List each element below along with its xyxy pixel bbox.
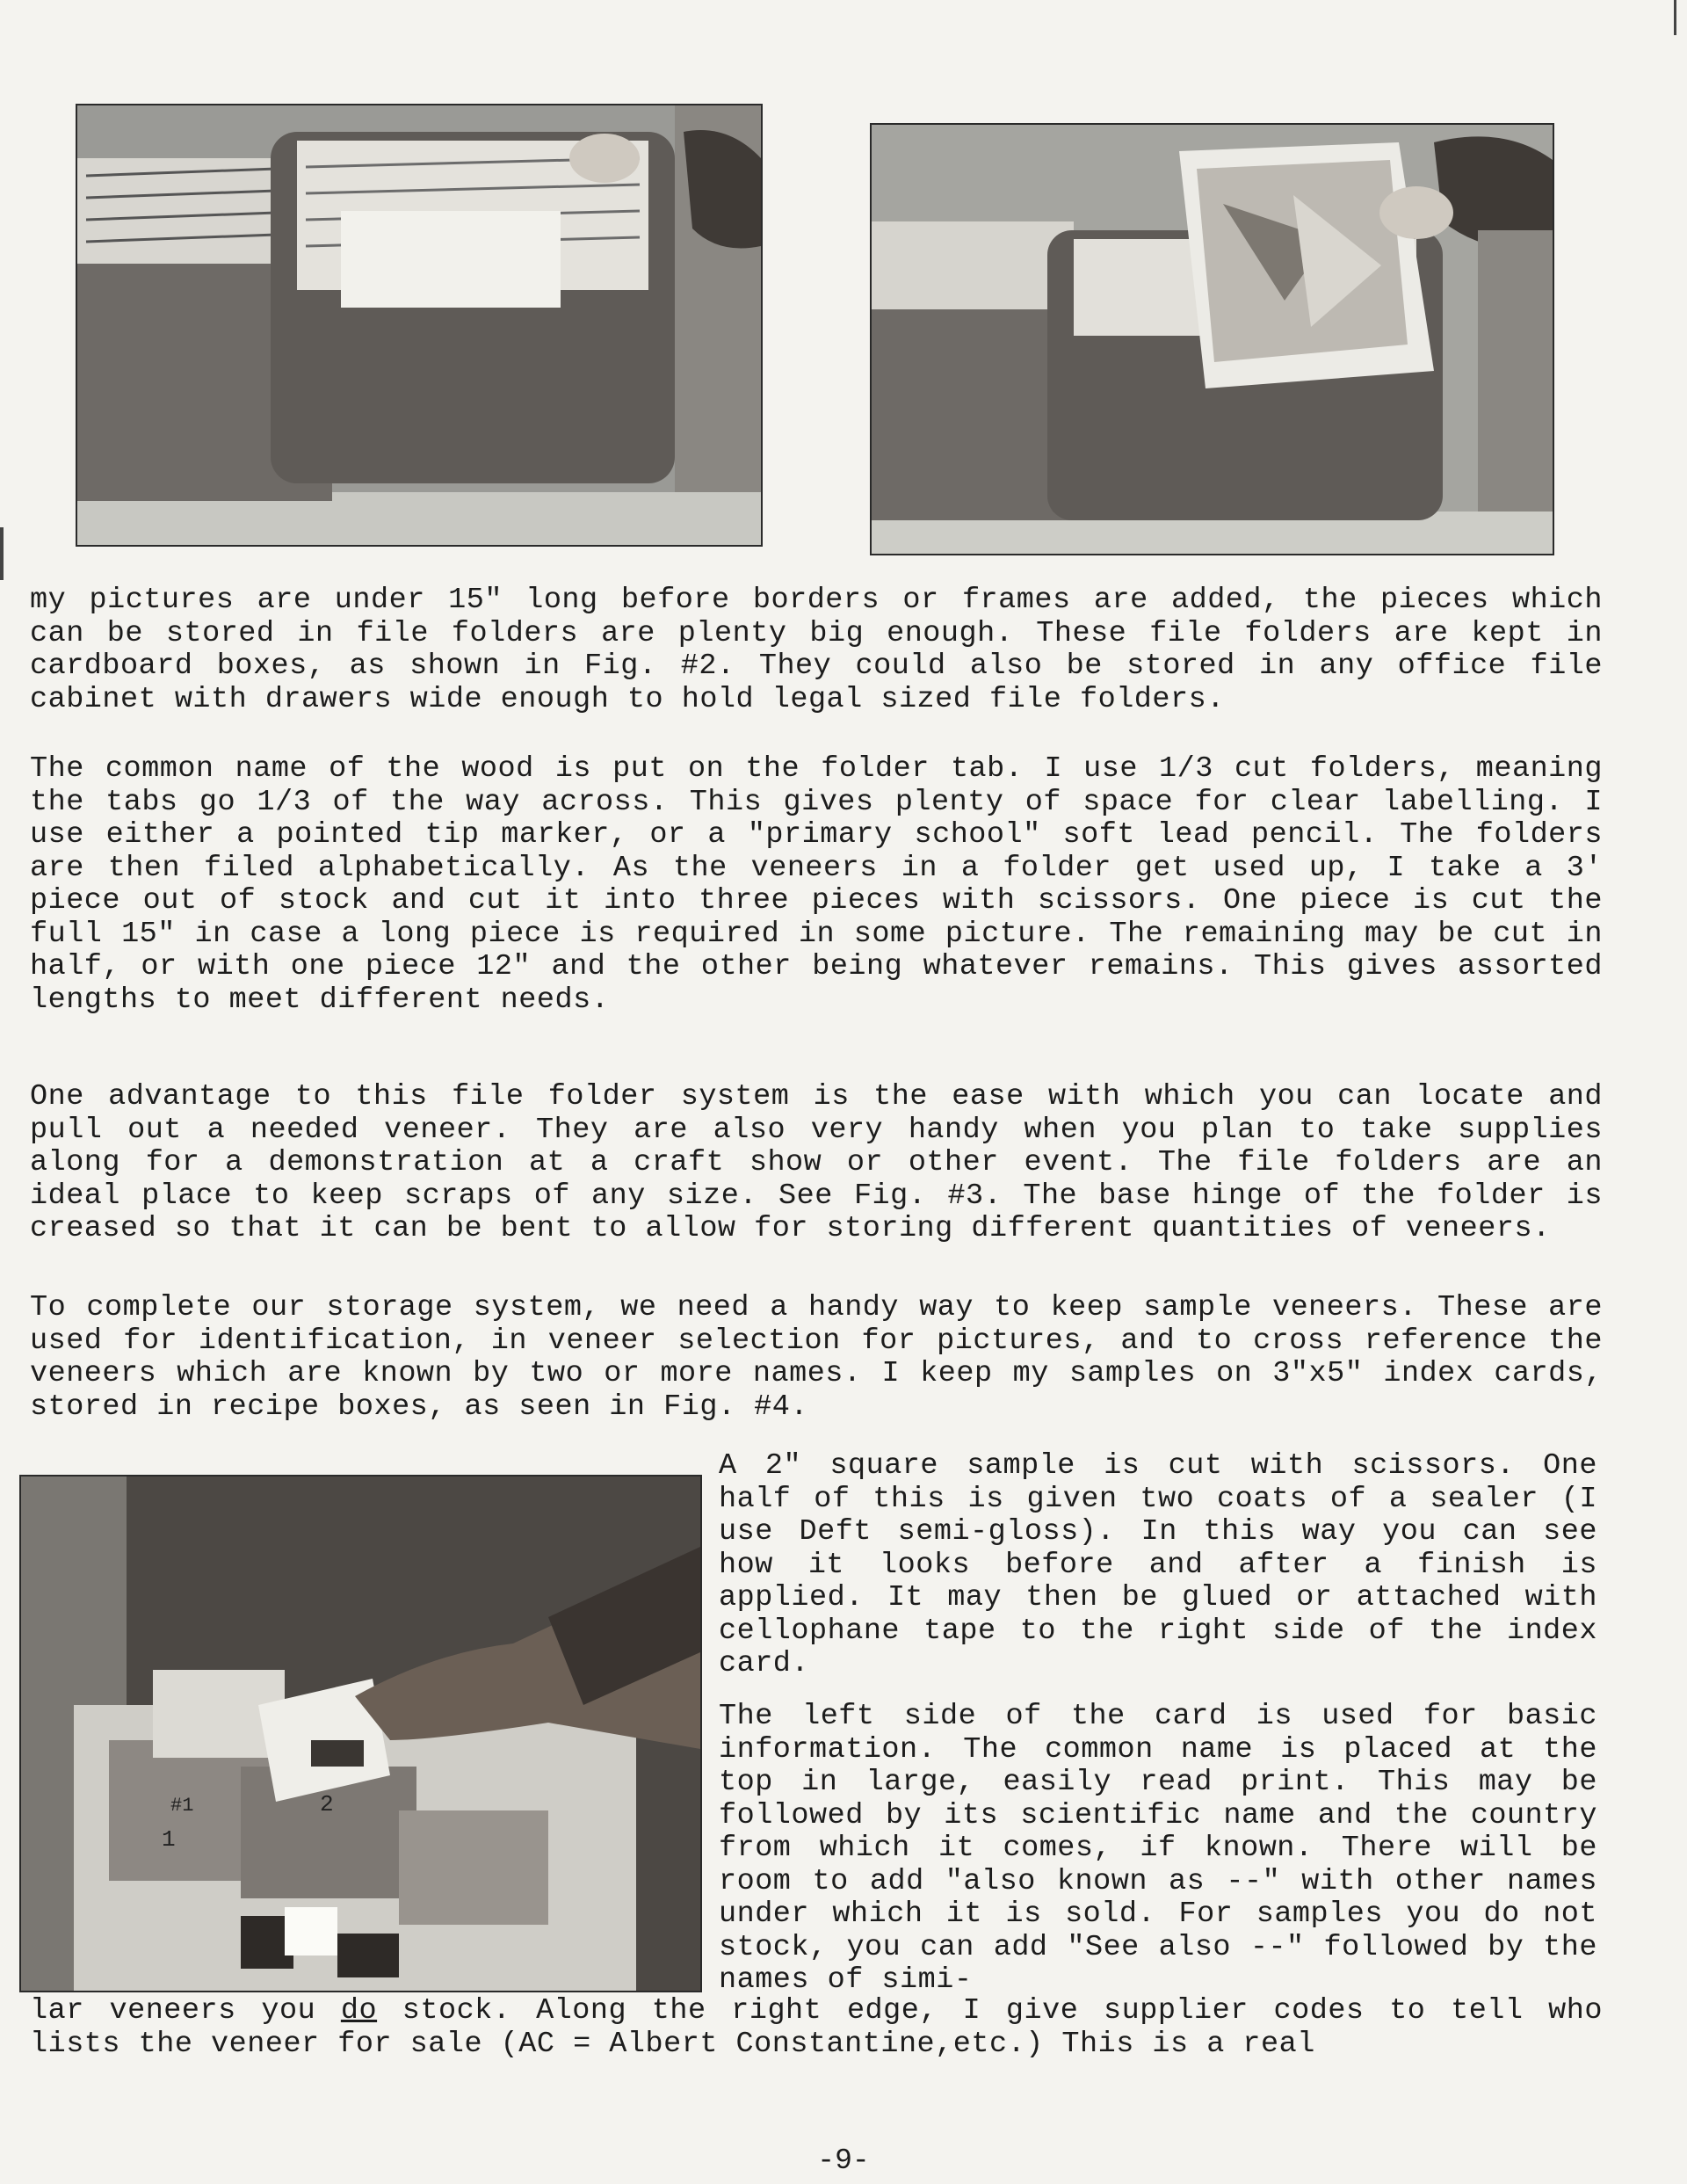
box-label-1: 1 <box>162 1826 176 1853</box>
photo-recipe-boxes <box>19 1475 702 1992</box>
paragraph-2 <box>30 753 1603 1033</box>
paragraph-6-text: The left side of the card is used for basic information. The common name is placed at the top in large, easily read print. This may be followed by its scientific name and the country from which it comes, if known. There will be room to add "also known as --" with other names under which it is sold. For samples you do not stock, you can add "See also --" followed by the names of simi- <box>719 1700 1597 1997</box>
paragraph-1-text: my pictures are under 15" long before borders or frames are added, the pieces which can be stored in file folders are plenty big enough. These file folders are kept in cardboard boxes, as shown in Fig. #2. They could also be stored in any office file cabinet with drawers wide enough to hold legal sized file folders. <box>30 584 1603 716</box>
paragraph-3-text: One advantage to this file folder system is the ease with which you can locate and pull out a needed veneer. They are also very handy when you plan to take supplies along for a demonstration at a craft show or other event. The file folders are an ideal place to keep scraps of any size. See Fig. #3. The base hinge of the folder is creased so that it can be bent to allow for storing different quantities of veneers. <box>30 1080 1603 1245</box>
paragraph-7-text <box>30 1995 1603 2061</box>
paragraph-5 <box>719 1450 1597 1697</box>
recipe-boxes-illustration <box>21 1477 700 1991</box>
file-boxes-illustration <box>77 105 761 545</box>
paragraph-2-text: The common name of the wood is put on the folder tab. I use 1/3 cut folders, meaning the tabs go 1/3 of the way across. This gives plenty of space for clear labelling. I use either a pointed tip marker, or a "primary school" soft lead pencil. The folders are then filed alphabetically. As the veneers in a folder get used up, I take a 3' piece out of stock and cut it into three pieces with scissors. One piece is cut the full 15" in case a long piece is required in some picture. The remaining may be cut in half, or with one piece 12" and the other being whatever remains. This gives assorted lengths to meet different needs. <box>30 752 1603 1017</box>
box-label-top: #1 <box>170 1795 194 1817</box>
page-number: -9- <box>817 2144 870 2177</box>
photo-file-boxes <box>76 104 763 547</box>
photo-folder-scraps <box>870 123 1554 555</box>
paragraph-7-end: stock. Along the right edge, I give supplier codes to tell who lists the veneer for sale (AC = Albert Constantine,etc.) This is a real <box>30 1994 1603 2061</box>
paragraph-4 <box>30 1292 1603 1440</box>
paragraph-7-emphasis: do <box>340 1994 378 2028</box>
folder-scraps-illustration <box>872 125 1553 554</box>
box-label-2: 2 <box>320 1791 334 1818</box>
paragraph-5-text: A 2" square sample is cut with scissors. One half of this is given two coats of a sealer (I use Deft semi-gloss). In this way you can see how it looks before and after a finish is applied. It may then be glued or attached with cellophane tape to the right side of the index card. <box>719 1449 1597 1680</box>
right-edge-mark <box>1674 0 1676 35</box>
paragraph-7 <box>30 1995 1603 2077</box>
paragraph-4-text: To complete our storage system, we need a handy way to keep sample veneers. These are used for identification, in veneer selection for pictures, and to cross reference the veneers which are known by two or more names. I keep my samples on 3"x5" index cards, stored in recipe boxes, as seen in Fig. #4. <box>30 1291 1603 1424</box>
paragraph-7-start: lar veneers you <box>30 1994 341 2028</box>
left-edge-mark <box>0 527 4 580</box>
paragraph-1 <box>30 584 1603 732</box>
paragraph-6 <box>719 1701 1597 2013</box>
paragraph-3 <box>30 1081 1603 1262</box>
